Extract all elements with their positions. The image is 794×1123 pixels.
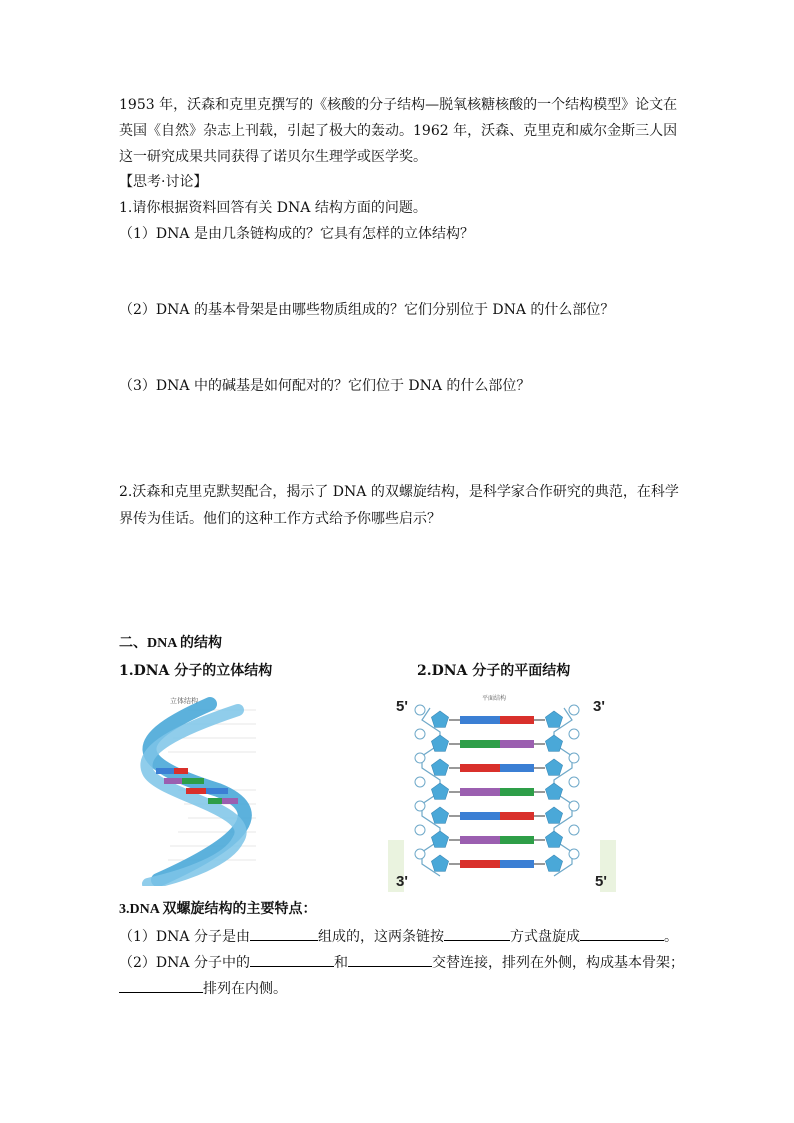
phosphate-left — [415, 705, 425, 715]
base-T — [460, 764, 500, 772]
dna-3d-helix-figure — [118, 690, 268, 886]
base-C — [460, 740, 500, 748]
base-G — [460, 788, 500, 796]
base-A — [500, 764, 534, 772]
phosphate-right — [569, 801, 579, 811]
base-T — [186, 788, 206, 794]
base-T — [460, 860, 500, 868]
question-1: 1.请你根据资料回答有关 DNA 结构方面的问题。 — [119, 200, 427, 216]
blank-6[interactable] — [119, 978, 203, 993]
phosphate-right — [569, 825, 579, 835]
end-3-bottom-label: 3' — [396, 873, 408, 890]
phosphate-left — [415, 729, 425, 739]
dna-planar-structure-figure — [388, 690, 616, 892]
blank-3[interactable] — [580, 926, 664, 941]
phosphate-right — [569, 849, 579, 859]
phosphate-left — [415, 753, 425, 763]
feature-2 — [119, 952, 684, 973]
base-G — [500, 740, 534, 748]
feature-2-text-c: 交替连接，排列在外侧，构成基本骨架； — [431, 955, 684, 971]
base-C — [182, 778, 204, 784]
intro-line-3: 这一研究成果共同获得了诺贝尔生理学或医学奖。 — [119, 149, 427, 165]
base-T — [500, 812, 534, 820]
blank-5[interactable] — [348, 952, 432, 967]
base-C — [500, 788, 534, 796]
phosphate-left — [415, 849, 425, 859]
section-heading: 二、DNA 的结构 — [119, 636, 223, 651]
feature-2-text-b: 和 — [333, 955, 348, 971]
features-heading: 3.DNA 双螺旋结构的主要特点： — [119, 902, 317, 917]
figure-1-caption: 立体结构 — [170, 698, 198, 705]
question-2-line-2: 界传为佳话。他们的这种工作方式给予你哪些启示？ — [119, 511, 441, 527]
feature-1 — [119, 926, 678, 947]
base-A — [460, 812, 500, 820]
base-G — [460, 836, 500, 844]
phosphate-right — [569, 777, 579, 787]
feature-2-text-a: （2）DNA 分子中的 — [119, 955, 250, 971]
base-A — [500, 860, 534, 868]
question-1-2: （2）DNA 的基本骨架是由哪些物质组成的？它们分别位于 DNA 的什么部位？ — [119, 302, 615, 318]
feature-1-text-a: （1）DNA 分子是由 — [119, 929, 250, 945]
intro-line-1: 1953 年，沃森和克里克撰写的《核酸的分子结构—脱氧核糖核酸的一个结构模型》论文在 — [119, 97, 678, 113]
blank-2[interactable] — [444, 926, 510, 941]
feature-1-text-b: 组成的，这两条链按 — [317, 929, 444, 945]
base-C — [208, 798, 222, 804]
intro-line-2: 英国《自然》杂志上刊载，引起了极大的轰动。1962 年，沃森、克里克和威尔金斯三人因 — [119, 123, 678, 139]
base-T — [500, 716, 534, 724]
base-G — [164, 778, 182, 784]
base-A — [460, 716, 500, 724]
base-A — [156, 768, 174, 774]
end-3-top-label: 3' — [593, 698, 605, 715]
feature-2-text-d: 排列在内侧。 — [203, 981, 287, 997]
feature-1-text-d: 。 — [663, 929, 678, 945]
phosphate-left — [415, 825, 425, 835]
phosphate-left — [415, 777, 425, 787]
question-2-line-1: 2.沃森和克里克默契配合，揭示了 DNA 的双螺旋结构，是科学家合作研究的典范，在科学 — [119, 484, 679, 500]
end-5-bottom-label: 5' — [595, 873, 607, 890]
discussion-heading: 【思考·讨论】 — [119, 174, 208, 190]
feature-2-cont — [119, 978, 287, 999]
base-C — [500, 836, 534, 844]
phosphate-left — [415, 801, 425, 811]
phosphate-right — [569, 729, 579, 739]
base-A — [206, 788, 228, 794]
blank-4[interactable] — [250, 952, 334, 967]
blank-1[interactable] — [250, 926, 318, 941]
feature-1-text-c: 方式盘旋成 — [509, 929, 580, 945]
phosphate-right — [569, 705, 579, 715]
base-G — [222, 798, 238, 804]
question-1-3: （3）DNA 中的碱基是如何配对的？它们位于 DNA 的什么部位？ — [119, 378, 531, 394]
question-1-1: （1）DNA 是由几条链构成的？它具有怎样的立体结构？ — [119, 226, 474, 242]
base-T — [174, 768, 188, 774]
end-5-top-label: 5' — [396, 698, 408, 715]
figure-2-caption: 平面结构 — [482, 696, 507, 702]
figure-1-title: 1.DNA 分子的立体结构 — [119, 663, 273, 679]
figure-2-title: 2.DNA 分子的平面结构 — [417, 663, 571, 679]
phosphate-right — [569, 753, 579, 763]
